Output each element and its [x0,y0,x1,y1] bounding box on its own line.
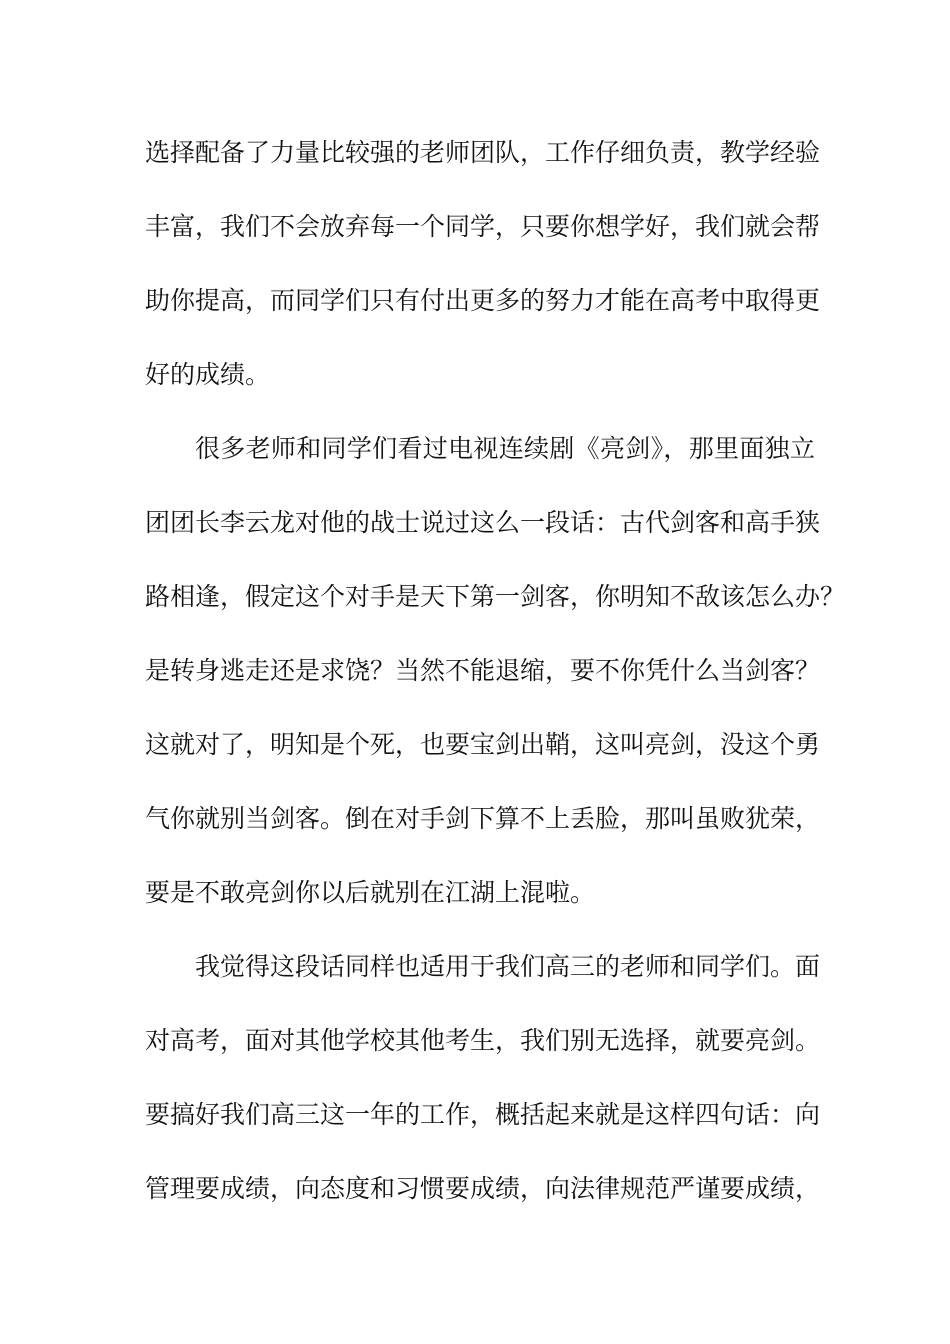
paragraph-1 [145,130,821,426]
paragraph-2 [145,426,846,944]
paragraph-line: 助你提高，而同学们只有付出更多的努力才能在高考中取得更 [145,286,821,315]
paragraph-line: 丰富，我们不会放弃每一个同学，只要你想学好，我们就会帮 [145,212,821,241]
paragraph-line: 要搞好我们高三这一年的工作，概括起来就是这样四句话：向 [145,1100,821,1129]
paragraph-line: 路相逢，假定这个对手是天下第一剑客，你明知不敌该怎么办？ [145,582,846,611]
document-body [145,130,846,1240]
paragraph-line: 要是不敢亮剑你以后就别在江湖上混啦。 [145,878,596,907]
paragraph-line: 很多老师和同学们看过电视连续剧《亮剑》，那里面独立 [195,434,815,463]
paragraph-line: 这就对了，明知是个死，也要宝剑出鞘，这叫亮剑，没这个勇 [145,730,821,759]
paragraph-line: 管理要成绩，向态度和习惯要成绩，向法律规范严谨要成绩， [145,1174,821,1203]
paragraph-line: 选择配备了力量比较强的老师团队，工作仔细负责，教学经验 [145,138,821,167]
paragraph-line: 气你就别当剑客。倒在对手剑下算不上丢脸，那叫虽败犹荣， [145,804,821,833]
paragraph-3 [145,944,821,1240]
paragraph-line: 是转身逃走还是求饶？当然不能退缩，要不你凭什么当剑客？ [145,656,821,685]
paragraph-line: 好的成绩。 [145,360,271,389]
paragraph-line: 对高考，面对其他学校其他考生，我们别无选择，就要亮剑。 [145,1026,821,1055]
paragraph-line: 我觉得这段话同样也适用于我们高三的老师和同学们。面 [195,952,821,981]
paragraph-line: 团团长李云龙对他的战士说过这么一段话：古代剑客和高手狭 [145,508,821,537]
